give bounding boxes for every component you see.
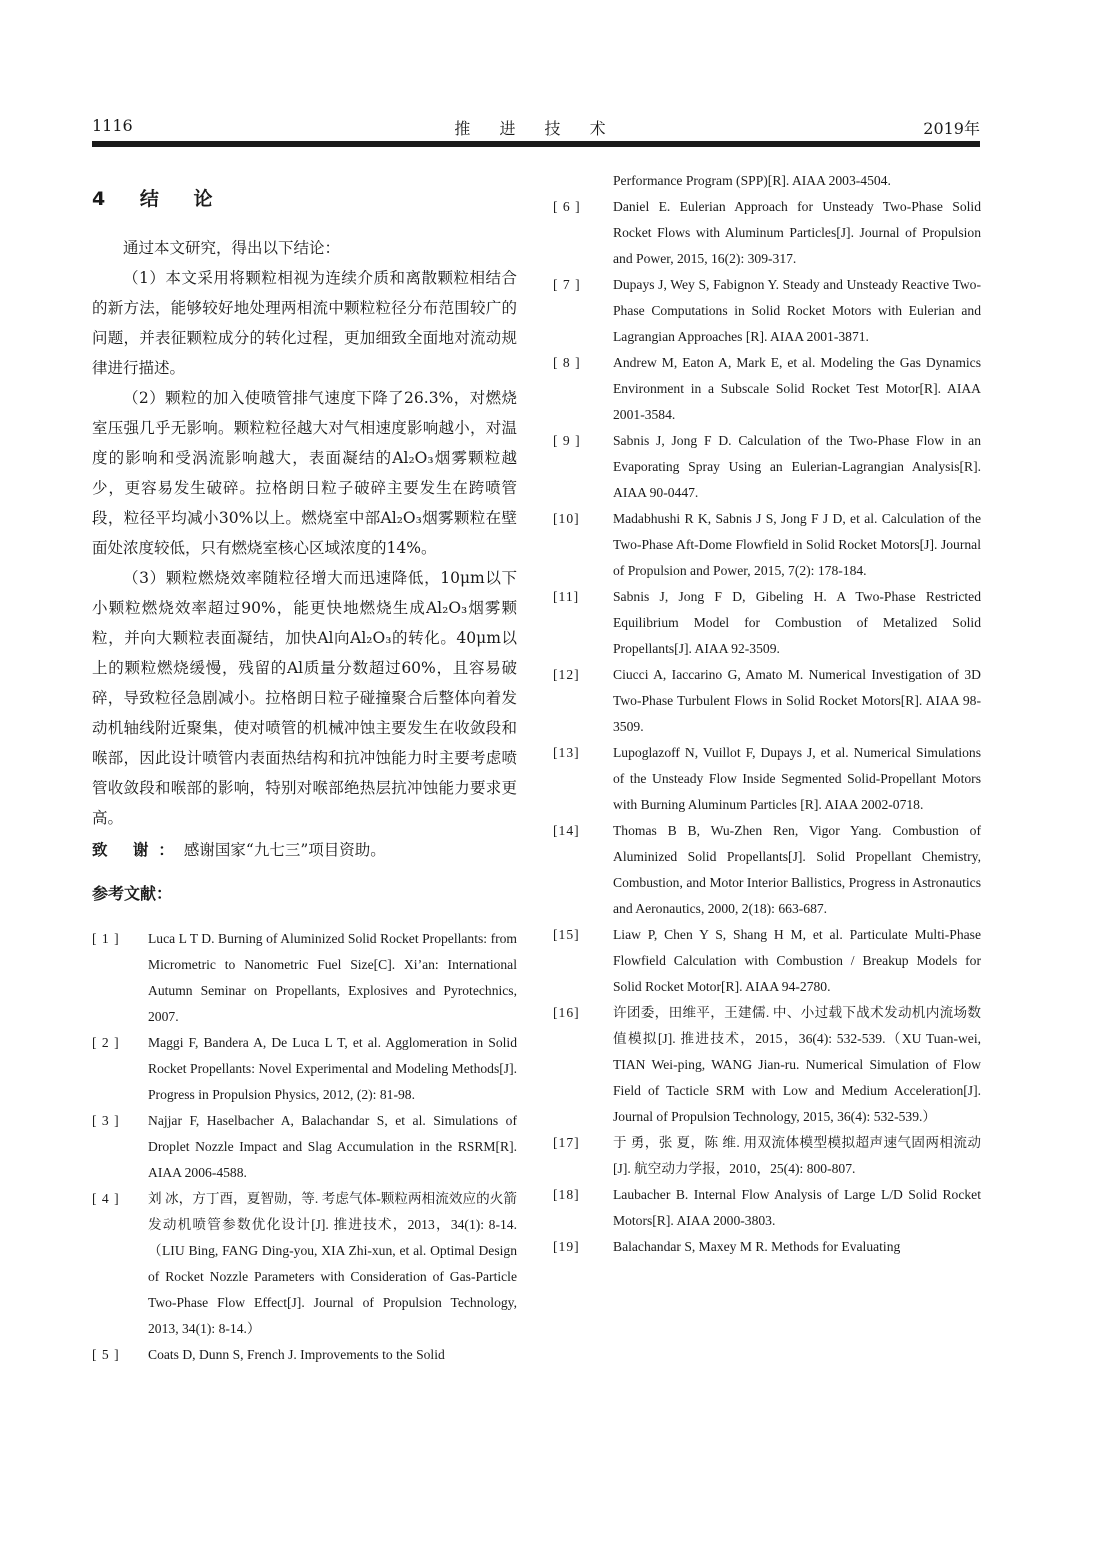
reference-item [553, 428, 981, 506]
ref-number: [ 9 ] [553, 433, 581, 448]
reference-item [553, 662, 981, 740]
ref-text: Luca L T D. Burning of Aluminized Solid Rocket Propellants: from Micrometric to Nanometric Fuel Size[C]. Xi’an: International Autumn Seminar on Propellants, Explosives and Pyrotechnics, 2007. [148, 931, 517, 1024]
ref-text: Maggi F, Bandera A, De Luca L T, et al. Agglomeration in Solid Rocket Propellants: Novel Experimental and Modeling Methods[J]. Progress in Propulsion Physics, 2012, (2): 81-98. [148, 1035, 517, 1102]
reference-item [553, 740, 981, 818]
ack-label: 致 谢： [92, 841, 184, 859]
reference-item [553, 1182, 981, 1234]
ref-text: Balachandar S, Maxey M R. Methods for Evaluating [613, 1239, 901, 1254]
ack-text: 感谢国家“九七三”项目资助。 [183, 841, 386, 859]
ref-text: Lupoglazoff N, Vuillot F, Dupays J, et al. Numerical Simulations of the Unsteady Flow Inside Segmented Solid-Propellant Motors with Burning Aluminum Particles [R]. AIAA 2002-0718. [613, 745, 981, 812]
reference-item [553, 922, 981, 1000]
ref-text: Madabhushi R K, Sabnis J S, Jong F J D, et al. Calculation of the Two-Phase Aft-Dome Flowfield in Solid Rocket Motors[J]. Journal of Propulsion and Power, 2015, 7(2): 178-184. [613, 511, 981, 578]
ref-text: 刘 冰，方丁酉，夏智勋，等. 考虑气体-颗粒两相流效应的火箭发动机喷管参数优化设计[J]. 推进技术，2013，34(1): 8-14.（LIU Bing, FANG Ding-you, XIA Zhi-xun, et al. Optimal Design of Rocket Nozzle Parameters with Consideration of Gas-Particle Two-Phase Flow Effect[J]. Journal of Propulsion Technology, 2013, 34(1): 8-14.） [148, 1191, 517, 1336]
ref-text: Ciucci A, Iaccarino G, Amato M. Numerical Investigation of 3D Two-Phase Turbulent Flows in Solid Rocket Motors[R]. AIAA 98-3509. [613, 667, 981, 734]
references-title: 参考文献： [92, 884, 173, 903]
header-rule [92, 141, 980, 144]
reference-item [553, 506, 981, 584]
ref-text: 于 勇，张 夏，陈 维. 用双流体模型模拟超声速气固两相流动[J]. 航空动力学报，2010，25(4): 800-807. [613, 1135, 981, 1176]
ref-number: [14] [553, 823, 580, 838]
ref-number: [ 7 ] [553, 277, 581, 292]
ref-number: [18] [553, 1187, 580, 1202]
ref-number: [12] [553, 667, 580, 682]
section-title: 4 结 论 [92, 188, 227, 210]
left-column [92, 168, 517, 1368]
reference-item [553, 1000, 981, 1130]
paragraph-2: （1）本文采用将颗粒相视为连续介质和离散颗粒相结合的新方法，能够较好地处理两相流中颗粒粒径分布范围较广的问题，并表征颗粒成分的转化过程，更加细致全面地对流动规律进行描述。 [92, 269, 517, 377]
paragraph-4: （3）颗粒燃烧效率随粒径增大而迅速降低，10μm以下小颗粒燃烧效率超过90%，能更快地燃烧生成Al₂O₃烟雾颗粒，并向大颗粒表面凝结，加快Al向Al₂O₃的转化。40μm以上的颗粒燃烧缓慢，残留的Al质量分数超过60%，且容易破碎，导致粒径急剧减小。拉格朗日粒子碰撞聚合后整体向着发动机轴线附近聚集，使对喷管的机械冲蚀主要发生在收敛段和喉部，因此设计喷管内表面热结构和抗冲蚀能力时主要考虑喷管收敛段和喉部的影响，特别对喉部绝热层抗冲蚀能力要求更高。 [92, 569, 517, 827]
ref-text: Dupays J, Wey S, Fabignon Y. Steady and Unsteady Reactive Two-Phase Computations in Solid Rocket Motors with Eulerian and Lagrangian Approaches [R]. AIAA 2001-3871. [613, 277, 981, 344]
reference-item [553, 818, 981, 922]
paragraph-1: 通过本文研究，得出以下结论： [123, 239, 341, 257]
reference-continuation: Performance Program (SPP)[R]. AIAA 2003-4504. [613, 173, 891, 188]
ref-text: Coats D, Dunn S, French J. Improvements to the Solid [148, 1347, 445, 1362]
reference-item [553, 584, 981, 662]
ref-number: [ 3 ] [92, 1113, 120, 1128]
acknowledgement [92, 835, 517, 865]
ref-text: Liaw P, Chen Y S, Shang H M, et al. Particulate Multi-Phase Flowfield Calculation with Combustion / Breakup Models for Solid Rocket Motor[R]. AIAA 94-2780. [613, 927, 981, 994]
reference-item [553, 194, 981, 272]
ref-text: Sabnis J, Jong F D. Calculation of the Two-Phase Flow in an Evaporating Spray Using an Eulerian-Lagrangian Analysis[R]. AIAA 90-0447. [613, 433, 981, 500]
reference-item [92, 1030, 517, 1108]
ref-number: [16] [553, 1005, 580, 1020]
reference-item [553, 1234, 981, 1260]
ref-number: [13] [553, 745, 580, 760]
reference-item [553, 350, 981, 428]
ref-number: [ 2 ] [92, 1035, 120, 1050]
ref-number: [ 4 ] [92, 1191, 120, 1206]
page-number: 1116 [92, 116, 133, 135]
reference-item [92, 926, 517, 1030]
ref-text: Daniel E. Eulerian Approach for Unsteady Two-Phase Solid Rocket Flows with Aluminum Particles[J]. Journal of Propulsion and Power, 2015, 16(2): 309-317. [613, 199, 981, 266]
ref-text: Najjar F, Haselbacher A, Balachandar S, et al. Simulations of Droplet Nozzle Impact and Slag Accumulation in the RSRM[R]. AIAA 2006-4588. [148, 1113, 517, 1180]
ref-number: [19] [553, 1239, 580, 1254]
ref-number: [ 5 ] [92, 1347, 120, 1362]
journal-name: 推 进 技 术 [454, 119, 618, 138]
ref-text: Andrew M, Eaton A, Mark E, et al. Modeling the Gas Dynamics Environment in a Subscale Solid Rocket Test Motor[R]. AIAA 2001-3584. [613, 355, 981, 422]
ref-number: [11] [553, 589, 580, 604]
reference-item [553, 272, 981, 350]
ref-number: [15] [553, 927, 580, 942]
reference-item [92, 1108, 517, 1186]
publication-year: 2019年 [923, 119, 980, 138]
ref-number: [ 6 ] [553, 199, 581, 214]
reference-item [92, 1186, 517, 1342]
ref-number: [17] [553, 1135, 580, 1150]
reference-item [92, 1342, 517, 1368]
reference-item [553, 1130, 981, 1182]
ref-text: 许团委，田维平，王建儒. 中、小过载下战术发动机内流场数值模拟[J]. 推进技术，2015，36(4): 532-539.（XU Tuan-wei, TIAN Wei-ping, WANG Jian-ru. Numerical Simulation of Flow Field of Tacticle SRM with Low and Medium Acceleration[J]. Journal of Propulsion Technology, 2015, 36(4): 532-539.） [613, 1005, 981, 1124]
page-header [92, 116, 980, 138]
ref-number: [10] [553, 511, 580, 526]
ref-text: Sabnis J, Jong F D, Gibeling H. A Two-Phase Restricted Equilibrium Model for Combustion of Metalized Solid Propellants[J]. AIAA 92-3509. [613, 589, 981, 656]
right-column [553, 168, 981, 1260]
ref-number: [ 8 ] [553, 355, 581, 370]
paragraph-3: （2）颗粒的加入使喷管排气速度下降了26.3%，对燃烧室压强几乎无影响。颗粒粒径越大对气相速度影响越小，对温度的影响和受涡流影响越大，表面凝结的Al₂O₃烟雾颗粒越少，更容易发生破碎。拉格朗日粒子破碎主要发生在跨喷管段，粒径平均减小30%以上。燃烧室中部Al₂O₃烟雾颗粒在壁面处浓度较低，只有燃烧室核心区域浓度的14%。 [92, 389, 517, 557]
ref-text: Laubacher B. Internal Flow Analysis of Large L/D Solid Rocket Motors[R]. AIAA 2000-3803. [613, 1187, 981, 1228]
ref-text: Thomas B B, Wu-Zhen Ren, Vigor Yang. Combustion of Aluminized Solid Propellants[J]. Solid Propellant Chemistry, Combustion, and Motor Interior Ballistics, Progress in Astronautics and Aeronautics, 2000, 2(18): 663-687. [613, 823, 981, 916]
ref-number: [ 1 ] [92, 931, 120, 946]
